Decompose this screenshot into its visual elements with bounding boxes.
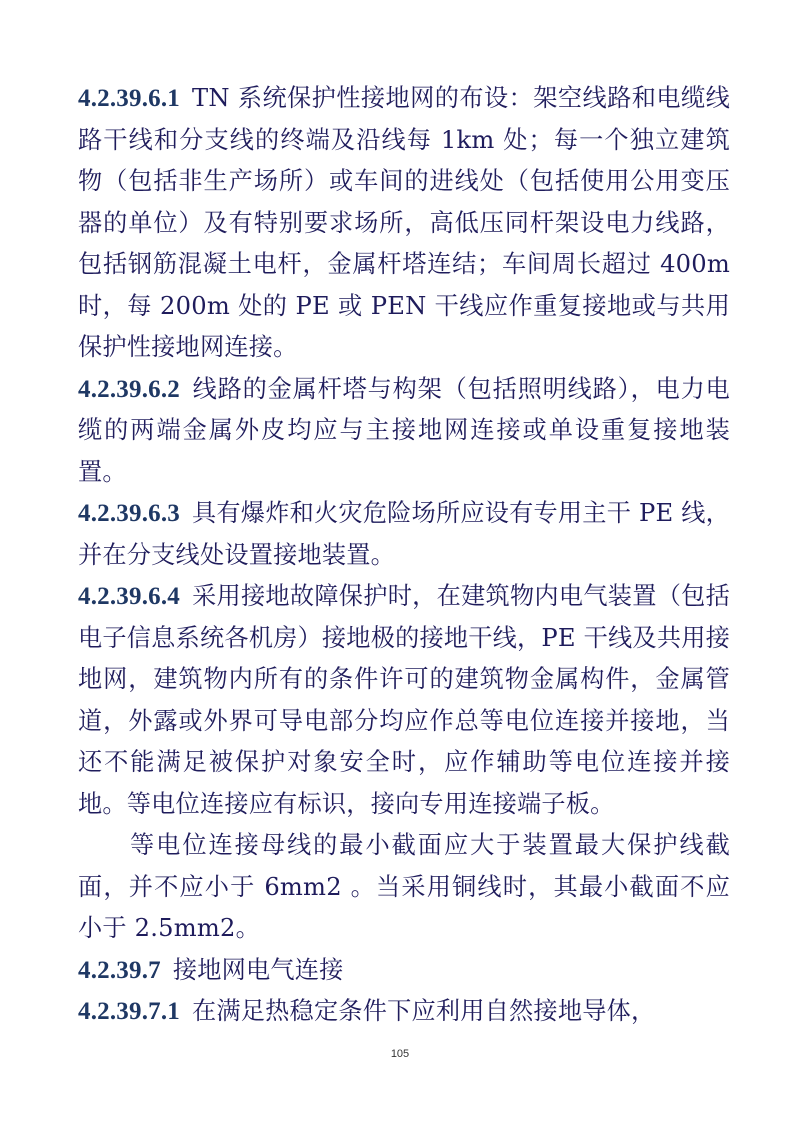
clause-4-2-39-6-1 (78, 78, 730, 369)
clause-4-2-39-7 (78, 950, 730, 992)
clause-number: 4.2.39.6.2 (78, 375, 180, 403)
clause-number: 4.2.39.7 (78, 956, 161, 984)
clause-text: 采用接地故障保护时，在建筑物内电气装置（包括电子信息系统各机房）接地极的接地干线，PE 干线及共用接地网，建筑物内所有的条件许可的建筑物金属构件，金属管道，外露或外界可导电部分均应作总等电位连接并接地，当还不能满足被保护对象安全时，应作辅助等电位连接并接地。等电位连接应有标识，接向专用连接端子板。 (78, 582, 730, 818)
clause-4-2-39-6-4 (78, 576, 730, 825)
page-number: 105 (390, 1048, 410, 1060)
clause-text: TN 系统保护性接地网的布设：架空线路和电缆线路干线和分支线的终端及沿线每 1km 处；每一个独立建筑物（包括非生产场所）或车间的进线处（包括使用公用变压器的单位）及有特别要求场所，高低压同杆架设电力线路，包括钢筋混凝土电杆，金属杆塔连结；车间周长超过 400m 时，每 200m 处的 PE 或 PEN 干线应作重复接地或与共用保护性接地网连接。 (78, 84, 730, 361)
clause-text: 线路的金属杆塔与构架（包括照明线路），电力电缆的两端金属外皮均应与主接地网连接或单设重复接地装置。 (78, 374, 730, 486)
clause-4-2-39-6-3 (78, 493, 730, 576)
clause-number: 4.2.39.6.1 (78, 85, 180, 112)
clause-number: 4.2.39.7.1 (78, 998, 180, 1025)
clause-number: 4.2.39.6.3 (78, 500, 180, 527)
document-body (78, 78, 730, 1033)
clause-text: 具有爆炸和火灾危险场所应设有专用主干 PE 线，并在分支线处设置接地装置。 (78, 499, 730, 569)
paragraph-text: 等电位连接母线的最小截面应大于装置最大保护线截面，并不应小于 6mm2 。当采用铜线时，其最小截面不应小于 2.5mm2。 (78, 831, 730, 942)
clause-4-2-39-7-1 (78, 991, 730, 1033)
clause-text: 接地网电气连接 (172, 955, 344, 984)
clause-4-2-39-6-2 (78, 369, 730, 494)
equipotential-paragraph (78, 825, 730, 950)
clause-text: 在满足热稳定条件下应利用自然接地导体， (192, 997, 656, 1025)
clause-number: 4.2.39.6.4 (78, 583, 180, 610)
